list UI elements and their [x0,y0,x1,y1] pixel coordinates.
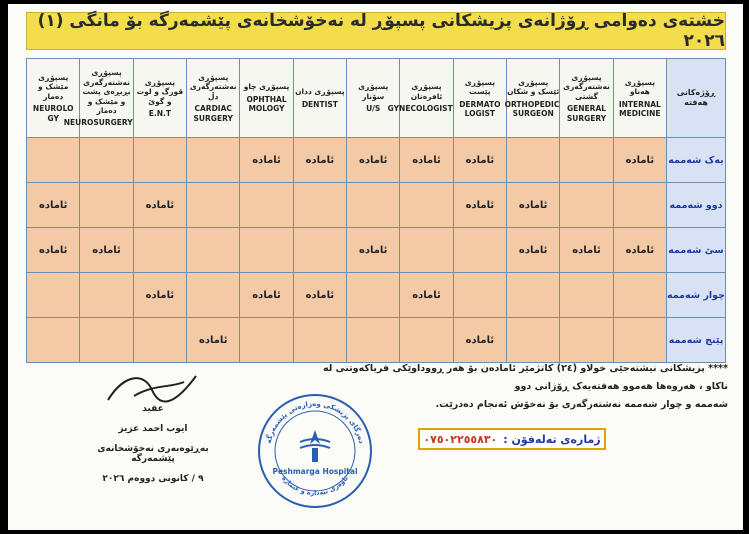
schedule-cell [507,318,560,363]
column-header: پسپۆڕی هەناو INTERNAL MEDICINE [613,59,666,138]
schedule-cell [133,138,186,183]
schedule-sheet [8,4,743,530]
schedule-cell [347,318,400,363]
schedule-cell [293,318,346,363]
day-header: ڕۆژەکانی هەفتە [667,59,726,138]
schedule-cell [27,318,80,363]
schedule-cell: ئامادە [27,183,80,228]
schedule-table [26,58,726,363]
day-cell: چوار شەممە [667,273,726,318]
column-header: پسپۆڕی ئێسک و شکان ORTHOPEDIC SURGEON [507,59,560,138]
column-header: پسپۆڕی قورگ و لوت و گوێ E.N.T [133,59,186,138]
header-row [27,59,726,138]
table-row [27,318,726,363]
schedule-cell [187,273,240,318]
column-header: پسپۆڕی نەشتەرگەری گشتی GENERAL SURGERY [560,59,613,138]
schedule-cell: ئامادە [453,183,506,228]
schedule-cell [453,273,506,318]
schedule-cell [27,138,80,183]
schedule-cell: ئامادە [613,228,666,273]
schedule-cell [27,273,80,318]
schedule-cell: ئامادە [240,273,293,318]
schedule-cell: ئامادە [187,318,240,363]
schedule-cell: ئامادە [293,273,346,318]
table-row [27,183,726,228]
page-title: خشتەی دەوامی ڕۆژانەی پزیشکانی پسپۆڕ لە نەخۆشخانەی پێشمەرگە بۆ مانگی (١) ٢٠٢٦ [26,12,726,50]
schedule-cell: ئامادە [27,228,80,273]
signer-name: ایوب احمد عزیز [118,424,188,434]
schedule-cell [507,138,560,183]
schedule-cell [507,273,560,318]
schedule-cell: ئامادە [453,138,506,183]
column-header: پسپۆڕی ددان DENTIST [293,59,346,138]
schedule-cell: ئامادە [560,228,613,273]
schedule-cell [80,273,133,318]
day-cell: دوو شەممە [667,183,726,228]
note-text: **** پزیشکانی نیشتەجێی خولاو (٢٤) کاتژمێر ئامادەن بۆ هەر ڕووداوێکی فریاکەوتنی لە ناکاو ، هەروەها هەموو هەفتەیەک ڕۆژانی دوو شەممە و چوار شەممە نەشتەرگەری بۆ نەخۆش ئەنجام دەدرێت. [322,363,728,411]
schedule-cell [560,138,613,183]
schedule-cell [453,228,506,273]
schedule-cell [240,228,293,273]
column-header: پسپۆڕی مێشک و دەمار NEUROLO GY [27,59,80,138]
schedule-cell: ئامادە [400,138,453,183]
schedule-cell [293,228,346,273]
signer-rank: عقید [142,404,164,414]
table-row [27,228,726,273]
signature-block [78,404,228,494]
schedule-cell [400,318,453,363]
schedule-cell [613,273,666,318]
schedule-cell [240,318,293,363]
table-row [27,273,726,318]
schedule-cell [187,228,240,273]
schedule-cell: ئامادە [507,228,560,273]
phone-number: ٠٧٥٠٢٢٥٥٨٣٠ [423,432,498,446]
column-header: پسپۆڕی نەشتەرگەری بڕبڕەی پشت و مێشک و دەمار NEUROSURGERY [80,59,133,138]
signature-date: ٩ / کانونی دووەم ٢٠٢٦ [102,474,204,484]
column-header: پسپۆڕی نەشتەرگەری دڵ CARDIAC SURGERY [187,59,240,138]
phone-box [418,428,606,450]
signer-position: بەڕێوەبەری نەخۆشخانەی پێشمەرگە [97,444,209,464]
schedule-cell [133,318,186,363]
column-header: پسپۆڕی چاو OPHTHAL MOLOGY [240,59,293,138]
svg-text:ئاوەری نیەدارە و عیمارە: ئاوەری نیەدارە و عیمارە [280,474,350,498]
schedule-cell [400,183,453,228]
signature-scribble [104,366,204,408]
schedule-cell [560,183,613,228]
schedule-cell [80,183,133,228]
schedule-cell: ئامادە [613,138,666,183]
schedule-cell [80,318,133,363]
schedule-cell [400,228,453,273]
schedule-cell [80,138,133,183]
schedule-cell [240,183,293,228]
schedule-cell [613,318,666,363]
schedule-cell [187,138,240,183]
column-header: پسپۆڕی ئافرەتان GYNECOLOGIST [400,59,453,138]
schedule-cell: ئامادە [240,138,293,183]
column-header: پسپۆڕی پێست DERMATO LOGIST [453,59,506,138]
day-cell: پێنج شەممە [667,318,726,363]
column-header: پسپۆڕی سۆنار U/S [347,59,400,138]
schedule-cell [347,273,400,318]
schedule-cell: ئامادە [507,183,560,228]
schedule-cell: ئامادە [80,228,133,273]
day-cell: سێ شەممە [667,228,726,273]
schedule-cell [560,318,613,363]
schedule-cell [613,183,666,228]
hospital-seal-icon [256,392,374,510]
day-cell: یەک شەممە [667,138,726,183]
svg-text:دەزگای پزیشکی وەزارەتی پێشمەرگ: دەزگای پزیشکی وەزارەتی پێشمەرگە [264,399,366,445]
schedule-cell: ئامادە [293,138,346,183]
schedule-cell: ئامادە [400,273,453,318]
svg-text:Peshmarga Hospital: Peshmarga Hospital [272,467,358,476]
schedule-cell [133,228,186,273]
table-row [27,138,726,183]
schedule-cell [293,183,346,228]
schedule-cell: ئامادە [133,273,186,318]
schedule-cell [187,183,240,228]
schedule-cell [560,273,613,318]
schedule-cell: ئامادە [453,318,506,363]
schedule-cell: ئامادە [347,228,400,273]
phone-label: ژمارەی تەلەفۆن : [503,432,601,446]
schedule-cell [347,183,400,228]
schedule-cell: ئامادە [347,138,400,183]
schedule-cell: ئامادە [133,183,186,228]
